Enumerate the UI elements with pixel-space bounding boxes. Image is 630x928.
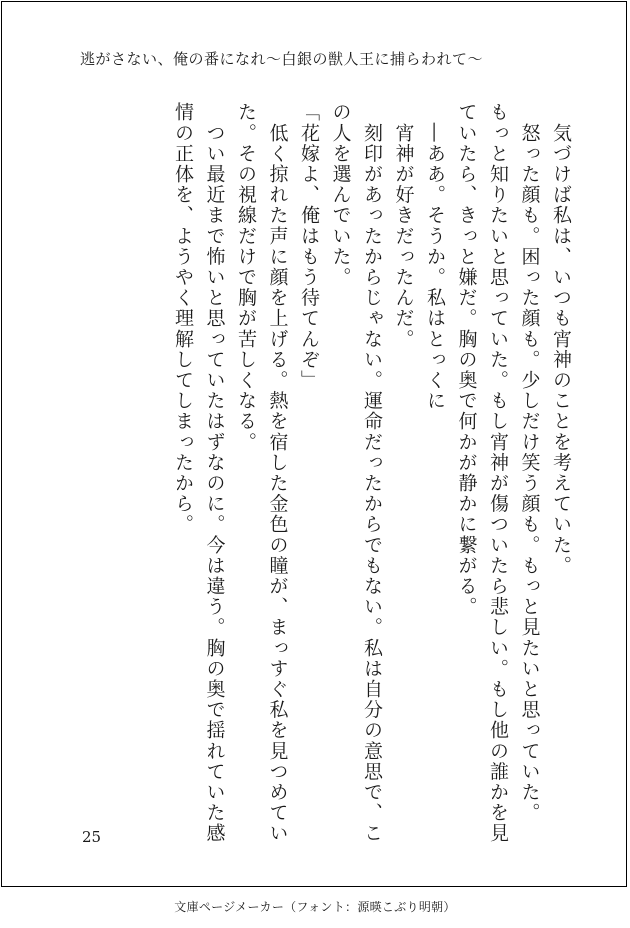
page-number: 25 (82, 828, 102, 846)
page-frame (1, 1, 627, 887)
body-text (167, 102, 577, 844)
text-line: 刻印があったからじゃない。運命だったからでもない。私は自分の意思で、こ (361, 102, 383, 844)
text-line: ていたら、きっと嫌だ。胸の奥で何かが静かに繋がる。 (455, 102, 478, 617)
text-line: つい最近まで怖いと思っていたはずなのに。今は違う。胸の奥で揺れていた感 (203, 102, 226, 844)
text-line: 宵神が好きだったんだ。 (392, 102, 415, 350)
text-line: もっと知りたいと思っていた。もし宵神が傷ついたら悲しい。もし他の誰かを見 (487, 102, 509, 844)
footer-credit: 文庫ページメーカー（フォント：源暎こぶり明朝） (174, 900, 456, 914)
dialogue-line: 「花嫁よ、俺はもう待てんぞ」 (298, 102, 320, 391)
running-header: 逃がさない、俺の番になれ〜白銀の獣人王に捕らわれて〜 (80, 50, 484, 68)
text-line: ―ああ。そうか。私はとっくに (424, 102, 446, 411)
text-line: 低く掠れた声に顔を上げる。熱を宿した金色の瞳が、まっすぐ私を見つめてい (266, 102, 289, 844)
text-line: 気づけば私は、いつも宵神のことを考えていた。 (550, 102, 572, 576)
text-line: 怒った顔も。困った顔も。少しだけ笑う顔も。もっと見たいと思っていた。 (518, 102, 541, 823)
text-line: の人を選んでいた。 (329, 102, 352, 288)
text-line: 情の正体を、ようやく理解してしまったから。 (172, 102, 194, 535)
text-line: た。その視線だけで胸が苦しくなる。 (235, 102, 257, 453)
